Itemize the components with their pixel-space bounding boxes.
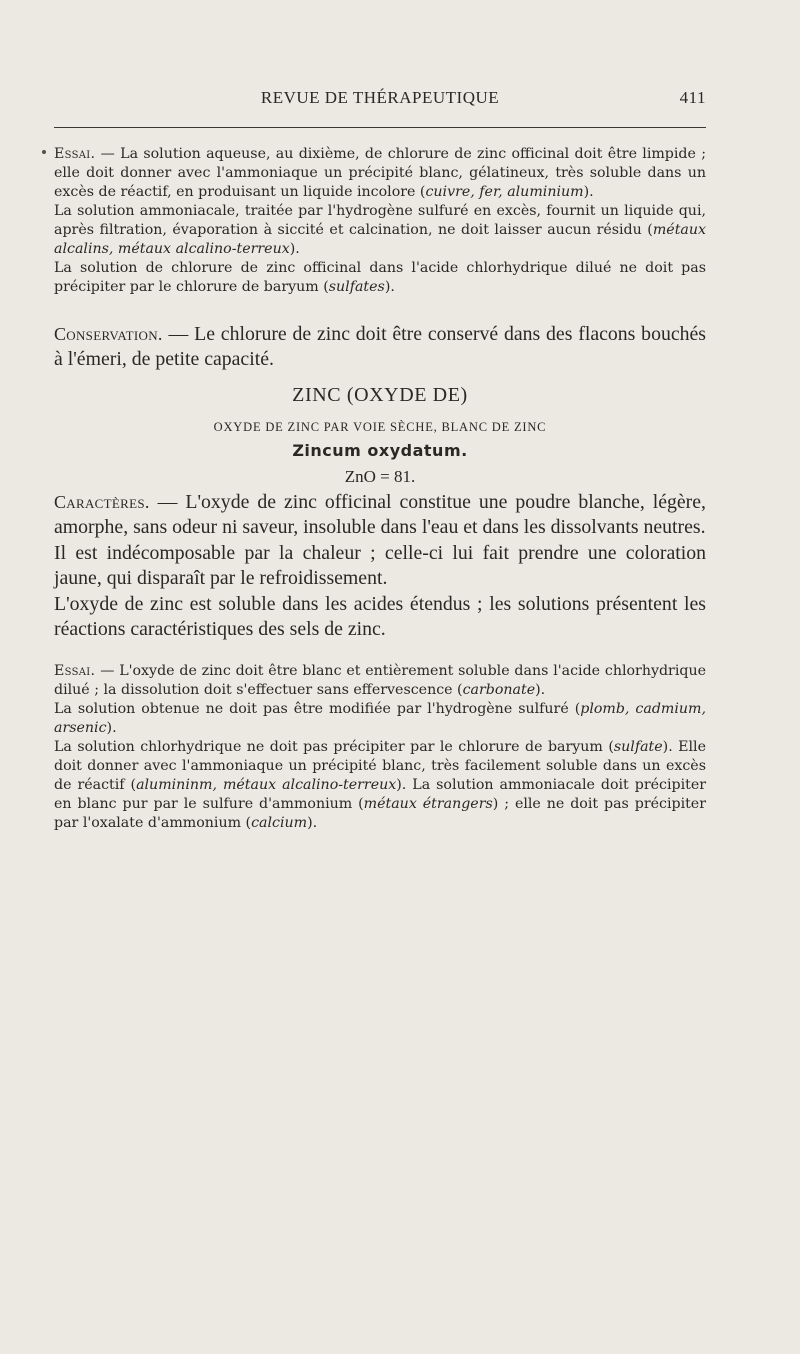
section-title: ZINC (OXYDE DE) — [292, 384, 468, 406]
essai2-paragraph-2: La solution obtenue ne doit pas être modifiée par l'hydrogène sulfuré (plomb, cadmium, arsenic). — [54, 701, 706, 736]
essai-chlorure-section — [54, 145, 706, 297]
caracteres-paragraph-2: Il est indécomposable par la chaleur ; celle-ci lui fait prendre une coloration jaune, qui disparaît par le refroidissement. — [54, 541, 706, 590]
ink-speck — [42, 150, 46, 154]
caracteres-paragraph-3: L'oxyde de zinc est soluble dans les acides étendus ; les solutions présentent les réactions caractéristiques des sels de zinc. — [54, 592, 706, 641]
journal-title: REVUE DE THÉRAPEUTIQUE — [260, 88, 500, 107]
caracteres-label: Caractères. — [54, 492, 150, 512]
conservation-paragraph: Conservation. — Le chlorure de zinc doit être conservé dans des flacons bouchés à l'émeri, de petite capacité. — [54, 323, 706, 371]
latin-name: Zincum oxydatum. — [292, 441, 468, 460]
essai-label: Essai. — [54, 146, 96, 162]
caracteres-paragraph-1: Caractères. — L'oxyde de zinc officinal constitue une poudre blanche, légère, amorphe, sans odeur ni saveur, insoluble dans l'eau et dans les dissolvants neutres. — [54, 491, 706, 539]
essai-paragraph-3: La solution de chlorure de zinc officinal dans l'acide chlorhydrique dilué ne doit pas précipiter par le chlorure de baryum (sulfates). — [54, 260, 706, 295]
essai2-paragraph-3: La solution chlorhydrique ne doit pas précipiter par le chlorure de baryum (sulfate). Elle doit donner avec l'ammoniaque un précipité blanc, très facilement soluble dans un excès de réactif (alumininm, métaux alcalino-terreux). La solution ammoniacale doit précipiter en blanc pur par le sulfure d'ammonium (métaux étrangers) ; elle ne doit pas précipiter par l'oxalate d'ammonium (calcium). — [54, 739, 706, 831]
section-subtitle: OXYDE DE ZINC PAR VOIE SÈCHE, BLANC DE ZINC — [213, 420, 547, 434]
essai-paragraph-1: Essai. — La solution aqueuse, au dixième, de chlorure de zinc officinal doit être limpide ; elle doit donner avec l'ammoniaque un précipité blanc, gélatineux, très soluble dans un excès de réactif, en produisant un liquide incolore (cuivre, fer, aluminium). — [54, 146, 706, 200]
conservation-section — [54, 322, 706, 373]
essai-paragraph-2: La solution ammoniacale, traitée par l'hydrogène sulfuré en excès, fournit un liquide qui, après filtration, évaporation à siccité et calcination, ne doit laisser aucun résidu (métaux alcalins, métaux alcalino-terreux). — [54, 203, 706, 257]
header-rule — [54, 127, 706, 128]
chemical-formula: ZnO = 81. — [344, 467, 416, 486]
essai2-label: Essai. — [54, 663, 96, 679]
essai-oxyde-section — [54, 662, 706, 833]
conservation-label: Conservation. — [54, 324, 163, 344]
page-number: 411 — [679, 88, 706, 107]
running-header — [54, 88, 706, 112]
caracteres-section — [54, 490, 706, 642]
essai2-paragraph-1: Essai. — L'oxyde de zinc doit être blanc et entièrement soluble dans l'acide chlorhydrique dilué ; la dissolution doit s'effectuer sans effervescence (carbonate). — [54, 663, 706, 698]
